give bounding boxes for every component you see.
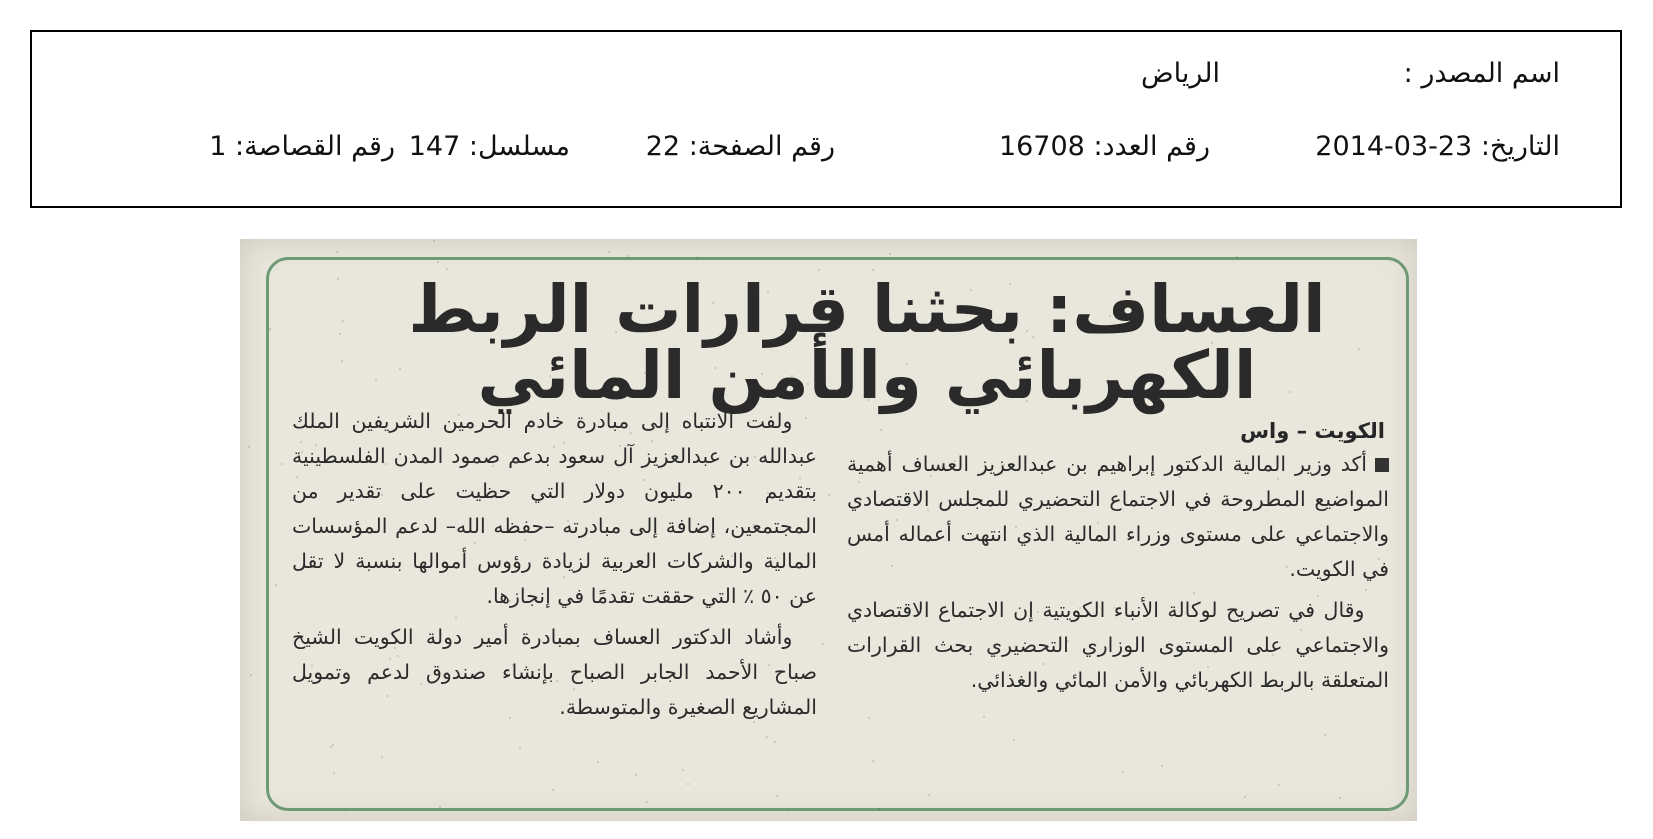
speckle (643, 479, 645, 481)
speckle (281, 463, 283, 465)
speckle (458, 414, 460, 416)
speckle (1079, 607, 1081, 609)
speckle (805, 417, 807, 419)
speckle (774, 557, 776, 559)
speckle (896, 519, 898, 521)
speckle (1286, 566, 1288, 568)
article-column-right (847, 447, 1389, 704)
speckle (333, 772, 335, 774)
speckle (1289, 391, 1291, 393)
speckle (1339, 797, 1341, 799)
speckle (1179, 476, 1181, 478)
source-value: الرياض (1140, 58, 1220, 89)
speckle (970, 289, 972, 291)
speckle (250, 674, 252, 676)
square-bullet-icon (1375, 458, 1389, 472)
speckle (774, 741, 776, 743)
speckle (1278, 784, 1280, 786)
page-number-field: رقم الصفحة: 22 (645, 131, 835, 162)
speckle (646, 801, 648, 803)
speckle (563, 442, 565, 444)
speckle (1013, 739, 1015, 741)
speckle (269, 328, 271, 330)
speckle (296, 476, 298, 478)
article-column-left (292, 404, 817, 731)
speckle (786, 809, 788, 811)
speckle (608, 251, 610, 253)
metadata-row-details (32, 130, 1620, 164)
speckle (248, 446, 250, 448)
speckle (552, 789, 554, 791)
speckle (1165, 318, 1167, 320)
paragraph-text: أكد وزير المالية الدكتور إبراهيم بن عبدالعزيز العساف أهمية المواضيع المطروحة في الاجتماع التحضيري للمجلس الاقتصادي والاجتماعي على مستوى وزراء المالية الذي انتهت أعماله أمس في الكويت. (847, 452, 1389, 581)
issue-number-field: رقم العدد: 16708 (998, 131, 1210, 162)
speckle (509, 717, 511, 719)
speckle (767, 291, 769, 293)
speckle (619, 445, 621, 447)
article-headline: العساف: بحثنا قرارات الربط الكهربائي والأمن المائي (408, 271, 1326, 414)
speckle (433, 240, 435, 242)
speckle (1317, 595, 1319, 597)
paragraph (847, 447, 1389, 587)
speckle (954, 460, 956, 462)
speckle (756, 289, 758, 291)
speckle (791, 375, 793, 377)
date-field: التاريخ: 23-03-2014 (1315, 131, 1560, 162)
speckle (301, 451, 303, 453)
speckle (1277, 478, 1279, 480)
speckle (1227, 323, 1229, 325)
speckle (1037, 611, 1039, 613)
newspaper-clipping (240, 239, 1417, 821)
speckle (1122, 771, 1124, 773)
article-dateline: الكويت – واس (1240, 419, 1385, 443)
metadata-row-source (32, 57, 1620, 91)
speckle (627, 255, 629, 257)
serial-number-field: مسلسل: 147 (408, 131, 570, 162)
speckle (1165, 646, 1167, 648)
speckle (330, 746, 332, 748)
speckle (446, 268, 448, 270)
speckle (1358, 348, 1360, 350)
speckle (753, 524, 755, 526)
speckle (1363, 535, 1365, 537)
clipping-metadata-box (30, 30, 1622, 208)
speckle (889, 253, 891, 255)
speckle (341, 360, 343, 362)
speckle (399, 368, 401, 370)
speckle (1032, 336, 1034, 338)
speckle (818, 269, 820, 271)
speckle (880, 429, 882, 431)
speckle (345, 809, 347, 811)
paragraph: وقال في تصريح لوكالة الأنباء الكويتية إن الاجتماع الاقتصادي والاجتماعي على المستوى الوزاري التحضيري بحث القرارات المتعلقة بالربط الكهربائي والأمن المائي والغذائي. (847, 598, 1389, 692)
speckle (389, 658, 391, 660)
speckle (1358, 426, 1360, 428)
paragraph: وأشاد الدكتور العساف بمبادرة أمير دولة الكويت الشيخ صباح الأحمد الجابر الصباح بإنشاء صندوق لدعم وتمويل المشاريع الصغيرة والمتوسطة. (292, 625, 817, 719)
speckle (712, 302, 714, 304)
clip-number-field: رقم القصاصة: 1 (209, 131, 395, 162)
speckle (768, 664, 770, 666)
speckle (1011, 328, 1013, 330)
speckle (1097, 522, 1099, 524)
speckle (315, 444, 317, 446)
speckle (381, 756, 383, 758)
source-label: اسم المصدر : (1403, 58, 1560, 89)
speckle (930, 475, 932, 477)
speckle (1236, 256, 1238, 258)
speckle (1015, 526, 1017, 528)
speckle (872, 760, 874, 762)
paragraph: ولفت الانتباه إلى مبادرة خادم الحرمين الشريفين الملك عبدالله بن عبدالعزيز آل سعود بدعم صمود المدن الفلسطينية بتقديم ٢٠٠ مليون دولار التي حظيت على تقدير من المجتمعين، إضافة إلى مبادرته –حفظه الله– لدعم المؤسسات المالية والشركات العربية لزيادة رؤوس أموالها بنسبة لا تقل عن ٥٠ ٪ التي حققت تقدمًا في إنجازها. (292, 409, 818, 608)
speckle (878, 808, 880, 810)
speckle (759, 530, 761, 532)
speckle (275, 584, 277, 586)
speckle (567, 520, 569, 522)
speckle (336, 251, 338, 253)
